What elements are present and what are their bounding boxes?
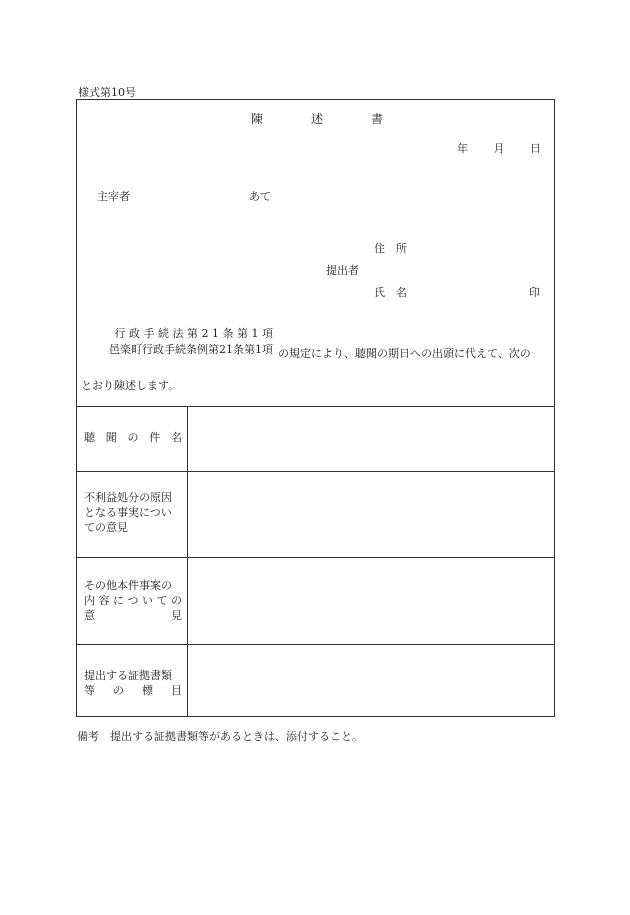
label-char: 見 [171,609,182,622]
label-line: 内 容 に つ い て の [84,594,182,607]
label-line: となる事実につい [84,506,172,519]
seal-mark: 印 [529,286,540,299]
remarks-note: 備考 提出する証拠書類等があるときは、添付すること。 [77,730,363,743]
label-char: 等 [84,684,95,697]
label-char: 標 [142,684,153,697]
form-title [251,110,383,127]
label-line: ての意見 [84,521,128,534]
label-char: 名 [171,431,182,444]
evidence-list-field[interactable] [188,645,555,717]
label-char: 目 [171,684,182,697]
form-number: 様式第10号 [78,86,136,99]
title-char: 陳 [251,112,264,126]
other-opinion-label [84,578,182,623]
addressee-label: 主宰者 [97,190,130,203]
cause-opinion-field[interactable] [188,472,555,556]
year-label: 年 [457,142,468,155]
label-char: 聴 [84,431,95,444]
law-line-1: 行 政 手 続 法 第 2 1 条 第 1 項 [114,327,273,340]
title-char: 述 [310,112,323,126]
law-line-2: 邑楽町行政手続条例第21条第1項 [109,343,273,356]
evidence-list-label [84,668,182,698]
label-char: 意 [84,609,95,622]
other-opinion-field[interactable] [188,558,555,643]
title-char: 書 [370,112,383,126]
month-label: 月 [493,142,505,155]
law-reference [77,326,273,358]
label-char: の [113,684,124,697]
label-line: 不利益処分の原因 [84,491,172,504]
address-label: 住 所 [374,242,407,255]
cause-opinion-label [84,490,182,535]
date-line [457,140,541,156]
day-label: 日 [530,142,541,155]
name-label: 氏 名 [374,286,407,299]
statement-continuation: とおり陳述します。 [81,379,180,392]
label-char: 聞 [105,431,117,444]
hearing-subject-label [84,430,182,445]
statement-form [76,99,555,717]
addressee-suffix: あて [249,190,271,203]
statement-text: の規定により、聴聞の期日への出頭に代えて、次の [278,347,531,360]
label-line: 提出する証拠書類 [84,669,172,682]
label-char: 件 [149,431,161,444]
label-line [84,683,182,698]
hearing-subject-field[interactable] [188,407,555,470]
label-char: の [127,431,139,444]
label-line: その他本件事案の [84,579,172,592]
label-line [84,608,182,623]
submitter-label: 提出者 [326,264,359,277]
